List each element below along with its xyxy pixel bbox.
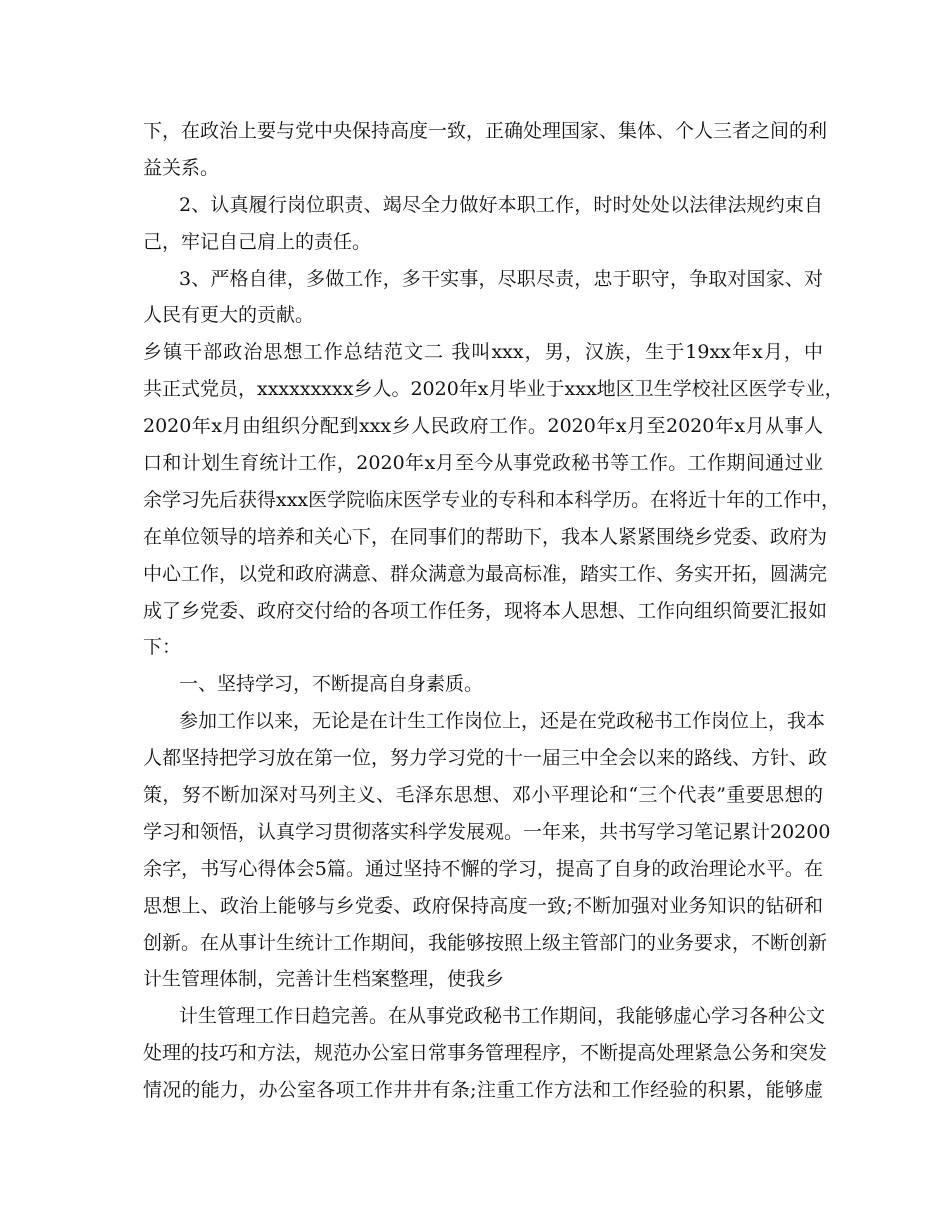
text-line: 人都坚持把学习放在第一位，努力学习党的十一届三中全会以来的路线、方针、政 (143, 747, 828, 770)
text-line: 余学习先后获得xxx医学院临床医学专业的专科和本科学历。在将近十年的工作中， (143, 488, 841, 511)
text-line: 处理的技巧和方法，规范办公室日常事务管理程序，不断提高处理紧急公务和突发 (143, 1042, 828, 1065)
text-line: 2020年x月由组织分配到xxx乡人民政府工作。2020年x月至2020年x月从事人 (143, 415, 823, 438)
text-line: 在单位领导的培养和关心下，在同事们的帮助下，我本人紧紧围绕乡党委、政府为 (143, 525, 828, 548)
text-line: 参加工作以来，无论是在计生工作岗位上，还是在党政秘书工作岗位上，我本 (179, 710, 826, 733)
text-line: 计生管理工作日趋完善。在从事党政秘书工作期间，我能够虚心学习各种公文 (179, 1005, 826, 1028)
text-line: 计生管理体制，完善计生档案整理，使我乡 (143, 968, 505, 991)
text-line: 情况的能力，办公室各项工作井井有条;注重工作方法和工作经验的积累，能够虚 (143, 1079, 823, 1102)
text-line: 成了乡党委、政府交付给的各项工作任务，现将本人思想、工作向组织简要汇报如 (143, 599, 828, 622)
text-line: 3、严格自律，多做工作，多干实事，尽职尽责，忠于职守，争取对国家、对 (179, 267, 823, 290)
section-heading: 一、坚持学习，不断提高自身素质。 (179, 673, 484, 696)
text-line: 益关系。 (143, 156, 220, 179)
text-line: 人民有更大的贡献。 (143, 304, 315, 327)
text-line: 己，牢记自己肩上的责任。 (143, 230, 372, 253)
text-line: 下： (143, 636, 182, 659)
text-line: 下，在政治上要与党中央保持高度一致，正确处理国家、集体、个人三者之间的利 (143, 120, 828, 142)
text-line: 口和计划生育统计工作，2020年x月至今从事党政秘书等工作。工作期间通过业 (143, 452, 823, 475)
text-line: 策，努不断加深对马列主义、毛泽东思想、邓小平理论和“三个代表”重要思想的 (143, 784, 823, 807)
text-line: 创新。在从事计生统计工作期间，我能够按照上级主管部门的业务要求，不断创新 (143, 931, 828, 954)
text-line: 共正式党员，xxxxxxxxx乡人。2020年x月毕业于xxx地区卫生学校社区医学专业， (143, 378, 844, 401)
text-line: 思想上、政治上能够与乡党委、政府保持高度一致;不断加强对业务知识的钻研和 (143, 894, 823, 917)
text-line: 乡镇干部政治思想工作总结范文二 我叫xxx，男，汉族，生于19xx年x月，中 (143, 341, 823, 364)
text-line: 2、认真履行岗位职责、竭尽全力做好本职工作，时时处处以法律法规约束自 (179, 193, 823, 216)
text-line: 余字，书写心得体会5篇。通过坚持不懈的学习，提高了自身的政治理论水平。在 (143, 857, 823, 880)
document-body (143, 113, 844, 1109)
text-line: 中心工作，以党和政府满意、群众满意为最高标准，踏实工作、务实开拓，圆满完 (143, 562, 828, 585)
text-line: 学习和领悟，认真学习贯彻落实科学发展观。一年来，共书写学习笔记累计20200 (143, 820, 831, 843)
